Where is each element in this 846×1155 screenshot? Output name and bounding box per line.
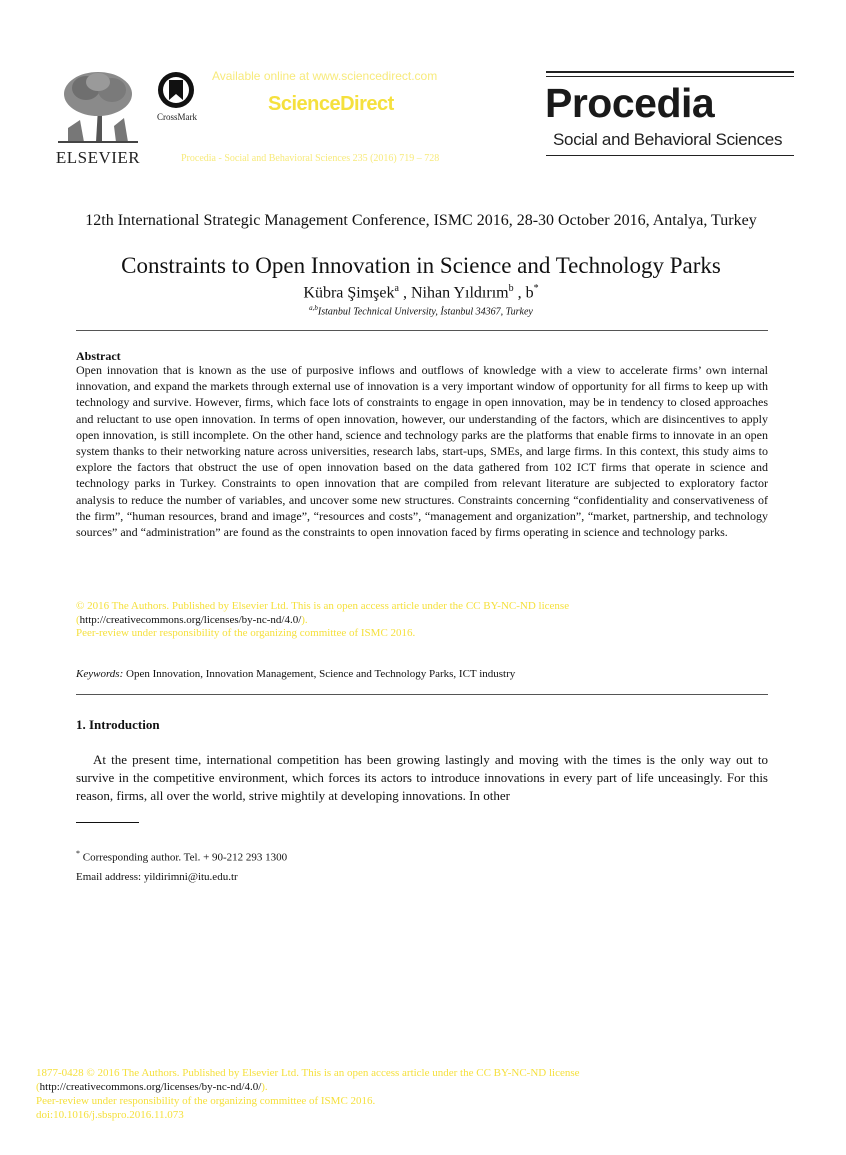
- affiliation-text: Istanbul Technical University, İstanbul 34367, Turkey: [317, 306, 533, 318]
- section-divider: [76, 330, 768, 331]
- affiliation: [76, 304, 766, 317]
- conference-line: 12th International Strategic Management Conference, ISMC 2016, 28-30 October 2016, Antalya, Turkey: [85, 212, 757, 229]
- paren-close: ).: [261, 1081, 268, 1093]
- email-footnote: Email address: yildirimni@itu.edu.tr: [76, 871, 238, 883]
- author-name: Nihan Yıldırım: [410, 284, 509, 302]
- footnote-divider: [76, 822, 139, 823]
- bottom-license-notice: [36, 1066, 756, 1122]
- license-notice: [76, 600, 768, 641]
- paper-title: Constraints to Open Innovation in Science and Technology Parks: [121, 253, 721, 278]
- footnote-text: Corresponding author. Tel. + 90-212 293 1300: [80, 851, 288, 864]
- keywords-text: Open Innovation, Innovation Management, Science and Technology Parks, ICT industry: [123, 668, 516, 680]
- section-divider: [76, 694, 768, 695]
- crossmark-label: CrossMark: [157, 112, 197, 122]
- bottom-license-link-line: [36, 1080, 756, 1094]
- peer-review-line: Peer-review under responsibility of the organizing committee of ISMC 2016.: [76, 627, 416, 639]
- footnote-mark: *: [76, 849, 80, 858]
- procedia-rule: [546, 71, 794, 73]
- author-name: Kübra Şimşek: [303, 284, 395, 302]
- paren-close: ).: [301, 613, 308, 626]
- affiliation-mark: a,b: [309, 304, 318, 312]
- procedia-rule: [546, 155, 794, 156]
- license-line: © 2016 The Authors. Published by Elsevier Ltd. This is an open access article under the CC BY-NC-ND license: [76, 600, 570, 612]
- issn-license-line: 1877-0428 © 2016 The Authors. Published by Elsevier Ltd. This is an open access article under the CC BY-NC-ND license: [36, 1067, 580, 1079]
- elsevier-wordmark: ELSEVIER: [55, 148, 141, 167]
- crossmark-icon: [156, 70, 196, 110]
- sciencedirect-logo: ScienceDirect: [268, 93, 394, 115]
- introduction-heading: 1. Introduction: [76, 717, 160, 732]
- author-affiliation-mark: a: [394, 283, 399, 294]
- bottom-peer-review-line: Peer-review under responsibility of the organizing committee of ISMC 2016.: [36, 1095, 376, 1107]
- authors-line: [76, 283, 766, 302]
- crossmark-badge[interactable]: [150, 70, 204, 126]
- paren-open: (: [36, 1081, 40, 1093]
- abstract-body: Open innovation that is known as the use of purposive inflows and outflows of knowledge with a view to accelerate firms’ own internal innovation, and expand the markets through external use of innovation is a very important window of opportunity for all firms to keep up with technology and survive. However, firms, which face lots of constraints to engage in open innovation, may be in tendency to closed approaches and reluctant to use open innovation. In terms of open innovation, however, our understanding of the factors, which are disincentives to apply open innovation, is still incomplete. On the other hand, science and technology parks are the platforms that enable firms to innovate in an open system thanks to their networking nature across universities, research labs, start-ups, SMEs, and large firms. In this context, this study aims to explore the factors that obstruct the use of open innovation based on the data gathered from 102 ICT firms that operate in science and technology parks in Turkey. Constraints to open innovation that are compiled from relevant literature are subjected to exploratory factor analysis to reduce the number of variables, and uncover some new structures. Constraints concerning “confidentiality and conservativeness of the firm”, “human resources, brand and image”, “resources and costs”, “management and organization”, “market, partnership, and technology sources” and “administration” are found as the constraints to open innovation faced by firms operating in science and technology parks.: [76, 363, 768, 540]
- bottom-license-link[interactable]: http://creativecommons.org/licenses/by-nc-nd/4.0/: [39, 1081, 262, 1093]
- introduction-body: At the present time, international competition has been growing lastingly and moving with the times is the only way out to survive in the competitive environment, which forces its actors to introduce innovations in every part of life unceasingly. For this reason, firms, all over the world, strive mightily at developing innovations. In other: [76, 752, 768, 803]
- journal-subtitle: Social and Behavioral Sciences: [553, 130, 783, 149]
- abstract-heading: Abstract: [76, 349, 121, 363]
- author-separator: ,: [398, 284, 411, 302]
- author-affiliation-mark: b: [508, 283, 514, 294]
- paren-open: (: [76, 613, 80, 626]
- license-link[interactable]: http://creativecommons.org/licenses/by-nc-nd/4.0/: [79, 613, 302, 626]
- corresponding-author-footnote: [76, 849, 287, 864]
- author-tail: , b: [513, 284, 534, 302]
- journal-reference: Procedia - Social and Behavioral Sciences 235 (2016) 719 – 728: [181, 153, 440, 164]
- procedia-rule: [546, 76, 794, 77]
- doi-line[interactable]: doi:10.1016/j.sbspro.2016.11.073: [36, 1109, 184, 1121]
- license-link-line: [76, 614, 768, 628]
- elsevier-tree-icon: [58, 68, 138, 144]
- available-online-link[interactable]: Available online at www.sciencedirect.com: [212, 69, 438, 83]
- elsevier-logo: [52, 68, 144, 167]
- journal-title: Procedia: [545, 80, 715, 126]
- keywords-line: [76, 668, 768, 680]
- keywords-label: Keywords:: [76, 668, 124, 680]
- corresponding-mark: *: [533, 283, 539, 294]
